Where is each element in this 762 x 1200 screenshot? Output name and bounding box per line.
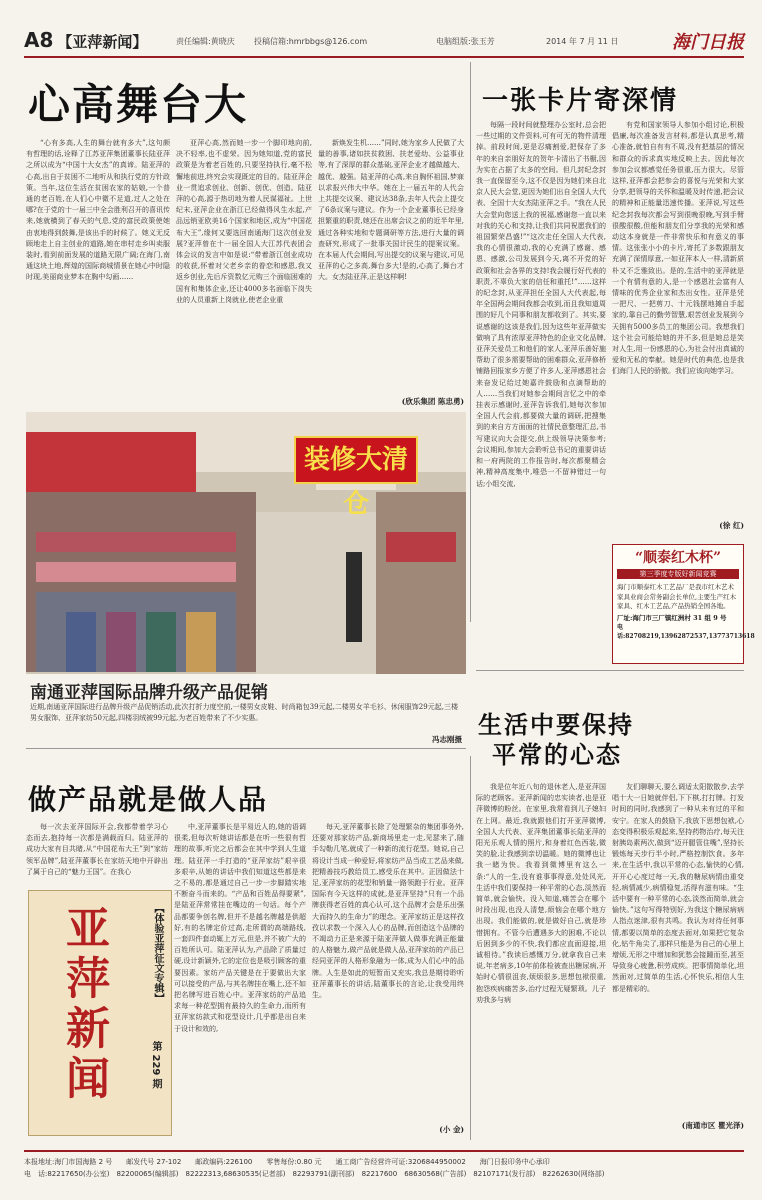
article1-text-1: “心有多高,人生的舞台就有多大”,这句颇有哲理的话,诠释了江苏亚萍集团董事长陆亚萍之所以成为“中国十大女杰”的真谛。陆亚萍的心高,出自于贫困不二地听从和执行党的方针政策。当年,这位生活在贫困农家的姑娘,一个普通的老百姓,在人们心中微不足道,过人之处在哪?在于党的十一届三中全会胜利召开的喜讯传来,她就横到了春天的气息,党的富民政策使她由衷地得到鼓舞,是该出手的时候了。她义无反顾地走上自主创业的道路,她在串村走乡叫卖服装时,看到前面发展的道路无限广阔;在海门,南通这块土地,辉煌的国际商城情景在她心中时隐时现,美丽商业梦本在胸中勾画……	[26, 139, 170, 282]
article1-column-2	[176, 138, 312, 410]
ad-address: 厂址:海门市三厂镇红洲村 31 组 9 号	[617, 613, 727, 622]
article4-signature: (南通市区 瞿光泽)	[681, 1121, 744, 1130]
article3-text-2: 中,亚萍董事长是平易近人的,她的语调很柔,但每次听她讲话都是在听一些很有哲理的故事,听完之后都会在其中学到人生道理。陆亚萍一手打造的“亚萍家纺”艰辛很多艰辛,从她的讲话中我们知道这些都是来之不易的,都是通过自己一步一步脚踏实地不断奋斗而来的。“产品和百姓品得要紧”,是陆亚萍常常挂在嘴边的一句话。每个产品都要争创名牌,但并不是越名牌越是供超好,有的名牌定价过高,走所谓的高端路线,一套四件套动辄上万元,但是,并不被广大的百姓所认可。陆亚萍认为,产品除了质量过硬,设计新颖外,它的定位也是吸引顾客的重要因素。家纺产品关键是在于要做出大家可以接受的产品,与其名牌挂在嘴上,还不如把名牌写进百姓心中。亚萍家纺的产品追求每一种花型拥有最持久的生命力,而所有亚萍家纺款式和花型设计,几乎都是出自来于设计和效的,	[174, 823, 306, 1033]
article1-column-1	[26, 138, 170, 410]
column-divider-bottom	[470, 756, 471, 1140]
ad-phone: 电话:82708219,13962872537,13773713618	[617, 623, 755, 640]
article-headline-3: 做产品就是做人品	[28, 783, 269, 816]
article1-signature: (欣乐集团 陈忠勇)	[401, 397, 464, 406]
article3-signature: (小 金)	[439, 1125, 464, 1134]
article3-column-3	[312, 822, 464, 1122]
store-photo	[26, 412, 466, 674]
issue-date: 2014 年 7 月 11 日	[546, 37, 619, 46]
page-number-text: A8	[24, 28, 54, 52]
ad-box	[612, 544, 755, 664]
column-divider	[470, 62, 471, 622]
page-footer	[24, 1150, 744, 1180]
article-headline-2: 一张卡片寄深情	[482, 86, 679, 116]
footer-line-2: 电 话:82217650(办公室) 82200065(编辑部) 82222313,68630535(记者部) 82293791(副刊部) 82217600 68630568(广告部) 82107171(发行部) 82262630(网络部)	[24, 1170, 605, 1178]
article2-column-2	[612, 120, 744, 530]
section-divider-right	[476, 670, 744, 671]
article4-column-2	[612, 782, 744, 1118]
article1-column-3	[318, 138, 464, 396]
article3-text-3: 每天,亚萍董事长除了处理繁杂的集团事务外,还要对那家纺产品,新商场里走一走,见瑟来了,随手勾勒几笔,就成了一种新的流行花型。她说,自己将设计当成一种爱好,将家纺产品当成工艺品来做,把精善技巧教给员工,感受乐在其中。正因做法十足,亚萍家纺的花型和销量一路领跑于行业。亚萍国际有今天这样的成就,是亚萍坚持“只有一个品牌获得老百姓的真心认可,这个品牌才会是乐出强大而持久的生命力”的理念。亚萍家纺正是这样孜孜以求数一个深入人心的品牌,而创造这个品牌的不竭动力正是来源于陆亚萍做人做事充满正能量的人格魅力,做产品就是做人品,亚萍家纺的产品已经同亚萍的人格形象融为一体,成为人们心中的品牌。人生是如此的短暂而又充实,我总是期待聆听亚萍董事长的讲话,陆董事长的言论,让我受用终生。	[312, 823, 464, 1000]
special-column-box	[28, 890, 172, 1136]
ad-body: 海门市顺泰红木工艺品厂是我市红木艺术家具业商会常务副会长单位,主要生产红木家具、红木工艺品,产品热销全国各地。	[617, 583, 737, 610]
footer-line-1: 本报地址:海门市国海路 2 号 邮发代号 27-102 邮政编码:226100 零售每份:0.80 元 通工商广告经营许可证:3206844950002 海门日报印务中心承印	[24, 1158, 550, 1166]
article4-text-2: 友们聊聊天,要么调适太阳散散步,去学唱十大一日她就伴侣,下下棋,打打牌。打发时间的同时,我感到了一种从未有过的平和安宁。在家人的鼓励下,我放下思想包袱,心态变得积极乐观起来,坚持药物治疗,每天注射胰岛素两次,做到“迈开腿管住嘴”,坚持长锻炼每天步行半小时,严格控制饮食。多年来,在生活中,我以平常的心态,愉快的心情,开开心心度过每一天,我的糖尿病情由重变轻,病情减少,病情稳复,活得有滋有味。“生活中要有一种平常的心态,淡然而简单,就会愉快。”这句写得特别好,为我这个糖尿病病人指点迷津,很有共鸣。我认为对待任何事情,都要以简单的态度去面对,如果把它复杂化,钻牛角尖了,那样只能是为自己的心里上增烦,无形之中增加和犹愁会接踵而至,甚至导致身心疲惫,积劳成疾。把事情简单化,坦然面对,过简单的生活,心怀快乐,相信人生都是精彩的。	[612, 783, 744, 993]
photo-caption-title: 南通亚萍国际品牌升级产品促销	[30, 683, 268, 703]
special-brand-calligraphy: 亚萍新闻	[58, 905, 109, 1105]
article4-text-1: 我是位年近八旬的退休老人,是亚萍国际的老顾客。亚萍新闻的忠实读者,也是亚萍微博的粉丝。在家里,我常看到儿子媳妇在上网。最近,我就跟他们打开亚萍微博,全国人大代表、亚萍集团董事长陆亚萍的阳光乐观人情的照片,和身着红色西装,微笑的脸,让我感到亲切温暖。她的微博也让我一睹为快。我看到微博里有这么一条:“人的一生,没有谁事事得意,处处风光,生活中我们要保持一种平常的心态,淡然而简单,就会愉快。没入知道,痛苦会在哪个时段出现,也没人清楚,烦恼会在哪个地方出现。我们能做的,就是做好自己,就是珍惜拥有。不管今后遭遇多大的困难,不论以后困到多少的不快,我们都应直面迎接,坦诚相待。”我读后感慨万分,就拿我自己来说,年老病多,10年前体检被查出糖尿病,开始时心情很沮丧,烦烦很多,思想包袱很重,抱怨疾病痛苦多,治疗过程无疑繁琐。儿子劝我多与病	[476, 783, 606, 1004]
section-label: 【亚萍新闻】	[57, 33, 148, 51]
article2-column-1	[476, 120, 606, 620]
photo-caption	[30, 702, 462, 724]
article1-text-2: 亚萍心高,然而她一步一个脚印地向前,决不轻率,也不虚荣。因为她知道,党的富民政策是为着老百姓的,只要坚持执行,毫不松懈地前进,终究会实现既定的目的。陆亚萍企业一贯追求创业、创新、创优、创造。陆亚萍的心高,源于热切地为着人民谋福祉。上世纪末,亚萍企业在浙江已经做得风生水起,产品远销亚欧美16个国家和地区,成为“中国花布大王”,缘何又要选回南通海门这次创业发展?亚萍曾在十一届全国人大江苏代表团会体会议的发言中如是说:“带着浙江创业成功的收获,怀着对父老乡亲的眷恋和感恩,我又返乡创业,先后斥资数亿元购三个面临困难的国有和集体企业,还让4000多名面临下岗失业的人员重新上岗就业,使老企业重	[176, 139, 312, 304]
article3-column-1	[26, 822, 168, 888]
section-divider	[26, 748, 466, 749]
photo-caption-text: 近期,南通亚萍国际进行品牌升级产品促销活动,此次打折力度空前,一楼男女皮鞋、时尚箱包39元起,二楼男女羊毛衫、休闲服饰29元起,三楼男女服饰、亚萍家纺50元起,四楼羽绒被99元起,为老百姓带来了不少实惠。	[30, 703, 458, 722]
ad-title: “顺泰红木杯”	[634, 550, 722, 566]
article2-text-1: 每隔一段时间就整理办公室时,总会把一些过期的文件资料,可有可无的物件清理掉。前段时间,更是忍痛割爱,把保存了多年的来自亲朋好友的贺年卡清出了书橱,因为实在占据了太多的空间。但几封纪念封我一直保留至今,这不仅是因为她们来自北京人民大会堂,更因为她们出自全国人大代表、全国十大女杰陆亚萍之手。“我在人民大会堂向您送上我的祝福,感谢您一直以来对我的关心和支持,让我们共同祝愿我们的祖国繁荣昌盛!”“这次走任全国人大代表,我的心情很激动,我的心充满了感谢、感恩、感激,公司发展到今天,离不开党的好政策和社会各界的支持!我会履行好代表的职责,不辜负大家的信任和重托!”……这样的纪念封,从亚萍担任全国人大代表起,每年全国两会期间我都会收到,而且我知道周围的好几个同事和朋友都收到了。其实,要说感谢的这该是我们,因为这些年亚萍做实做响了具有浓厚亚萍特色的企业文化品牌,亚萍关爱员工和他们的家人,亚萍乐善好施帮助了很多需要帮助的困难群众,亚萍修桥铺路回报家乡方便了许多人,亚萍感恩社会来奋发记给过她嘉许鼓励和点滴帮助的人……当我们对她参会期间言忆之中的牵挂表示感谢时,亚萍告诉我们,她每次参加全国人代会前,都要做大量的调研,把搜集到的来自方方面面的社情民意整理汇总,书写建议向大会提交,供上级领导决策参考;会议期间,参加大会聆听总书记的重要讲话和一府两院的工作报告时,每次都聚精会神,精神高度集中,唯恐一不留神错过一句话;小组交流,	[476, 121, 606, 488]
article1-text-3: 新焕发生机……”同时,她为家乡人民做了大量的善事,诸如扶贫救困、扶老爱幼、公益事业等,有了深厚的群众基础,亚萍企业才越做越大、越优、越强。陆亚萍的心高,来自胸怀祖国,梦寐以求报兴伟大中华。她在上一届五年的人代会上共提交议案、建议达38条,去年人代会上提交了6条议案与建议。作为一个企业董事长已经身担繁重的职责,她还在出席会议之前的近半年里,通过各种实地和专题调研等方法,进行大量的调查研究,形成了一批事关国计民生的提案议案。在本届人代会期间,写出提交的议案与建议,可见亚萍的心之多高,舞台多大!是的,心高了,舞台才大。女杰陆亚萍,正是这样啊!	[318, 139, 464, 282]
photo-credit: 冯志刚摄	[432, 735, 462, 744]
special-column-label: 【体验亚萍征文专辑】	[152, 903, 163, 1003]
article4-column-1	[476, 782, 606, 1132]
article4-title-line-1: 生活中要保持	[478, 710, 634, 739]
sale-sign: 装修大清仓	[294, 436, 418, 484]
article2-text-2: 有党和国家领导人参加小组讨论,积极倡廉,每次准备发言材料,都是认真思考,精心准备,就怕自有有不周,没有把基层的情况和群众的诉求真实地反映上去。因此每次参加会议都感觉任务很重,压力很大。尽管这样,亚萍都会把参会的喜悦与光荣和大家分享,把领导的关怀和温暖及时传递,把会议的精神和正能量迅速传播。亚萍说,写这些纪念封我每次都会写到很晚很晚,写到手臂很酸很酸,但能和朋友们分享我的光荣和感动这本身就是一件非常快乐和有意义的事情。这张张小小的卡片,寄托了多数跟朋友充满了深情厚意,一如亚萍本人一样,清新质朴又不乏雅致出。是的,生活中的亚萍就是一个有情有意的人,是一个感恩社会富有人情味的优秀企业家和杰出女性。亚萍是凭一把尺、一把剪刀、十元钱摆地摊自手起家的,靠自己的勤劳智慧,艰苦创业发展到今天拥有5000多员工的集团公司。我想我们这个社会可能给她的并不多,但是她总是笑对人生,用一份感恩的心,为社会付出真诚的爱和无私的奉献。她是时代的典范,也是我们海门人民的骄傲。我们应该向她学习。	[612, 121, 744, 376]
layout-credit: 电脑组版:张玉芳	[436, 37, 495, 46]
article3-column-2	[174, 822, 306, 1136]
article-headline-1: 心高舞台大	[28, 80, 249, 129]
article4-title-line-2: 平常的心态	[492, 740, 622, 769]
article3-text-1: 每一次去亚萍国际开会,我都带着学习心态而去,抱持每一次都是满载而归。陆亚萍的成功大家有目共睹,从“中国花布大王”到“家纺领军品牌”,陆亚萍董事长在家纺天地中开辟出了属于自己的“魅力王国”。在我心	[26, 823, 168, 876]
article2-signature: (徐 红)	[719, 521, 744, 530]
editor-credit: 责任编辑:黄晓庆	[176, 37, 235, 46]
page-header	[24, 26, 744, 58]
article-headline-4	[478, 710, 634, 770]
special-issue-number: 第 229 期	[150, 1041, 161, 1089]
submission-email: 投稿信箱:hmrbbgs@126.com	[254, 37, 368, 46]
newspaper-logo: 海门日报	[672, 32, 744, 53]
ad-subtitle: 第三季度专版好新闻竞赛	[617, 569, 739, 579]
page-number	[24, 28, 147, 52]
